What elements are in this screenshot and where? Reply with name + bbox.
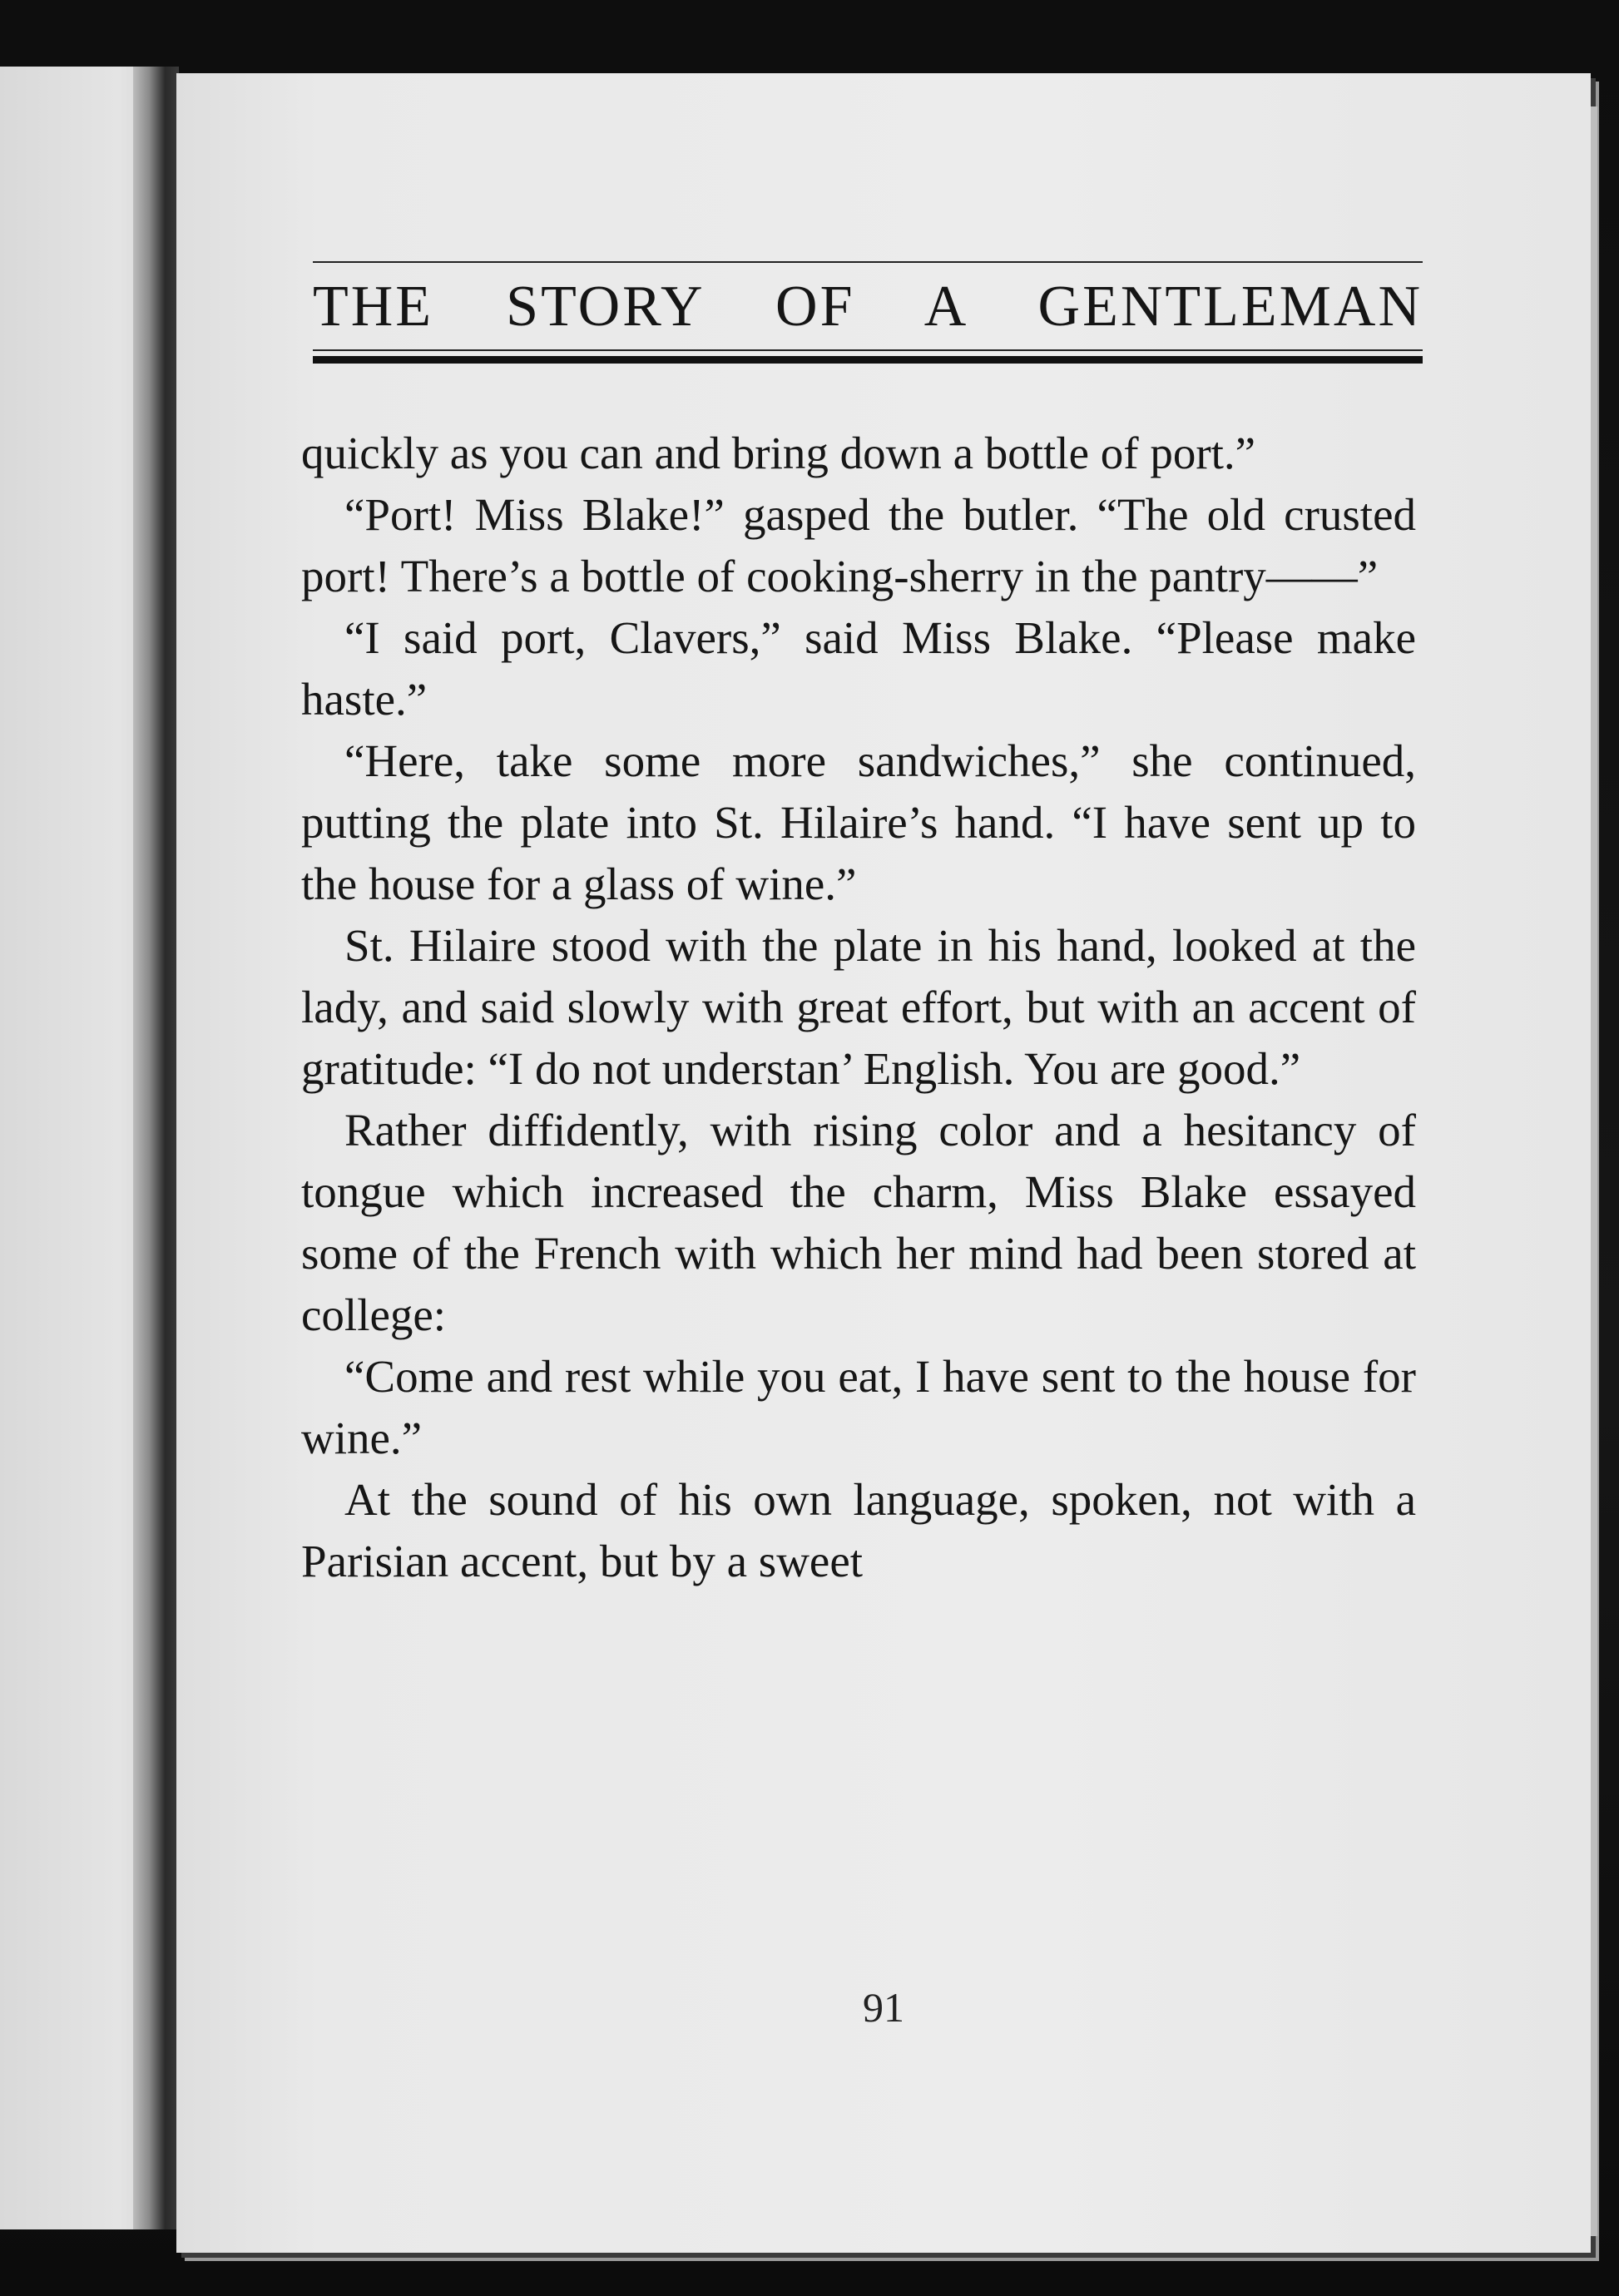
paragraph: At the sound of his own language, spoken, not with a Parisian accent, but by a sweet — [301, 1474, 1416, 1586]
paragraph: “Port! Miss Blake!” gasped the butler. “The old crusted port! There’s a bottle of cooking-sherry in the pantry——” — [301, 489, 1416, 601]
page-number: 91 — [863, 1984, 904, 2031]
book-gutter — [133, 67, 179, 2229]
paragraph: “I said port, Clavers,” said Miss Blake. “Please make haste.” — [301, 612, 1416, 725]
running-head-title: THE STORY OF A GENTLEMAN — [313, 275, 1423, 339]
head-rule-thin — [313, 349, 1423, 351]
book-page — [176, 73, 1591, 2253]
paragraph: quickly as you can and bring down a bottle of port.” — [301, 428, 1256, 478]
paragraph: “Come and rest while you eat, I have sent to the house for wine.” — [301, 1351, 1416, 1463]
paragraph: “Here, take some more sandwiches,” she continued, putting the plate into St. Hilaire’s hand. “I have sent up to the house for a glass of wine.” — [301, 735, 1416, 909]
paragraph: St. Hilaire stood with the plate in his hand, looked at the lady, and said slowly with great effort, but with an accent of gratitude: “I do not understan’ English. You are good.” — [301, 920, 1416, 1094]
page-edge — [1591, 106, 1597, 2236]
head-rule-thick — [313, 356, 1423, 364]
top-rule — [313, 261, 1423, 263]
running-head — [313, 261, 1423, 364]
paragraph: Rather diffidently, with rising color and a hesitancy of tongue which increased the charm, Miss Blake essayed some of the French with which her mind had been stored at college: — [301, 1105, 1416, 1340]
body-text — [301, 423, 1416, 1592]
